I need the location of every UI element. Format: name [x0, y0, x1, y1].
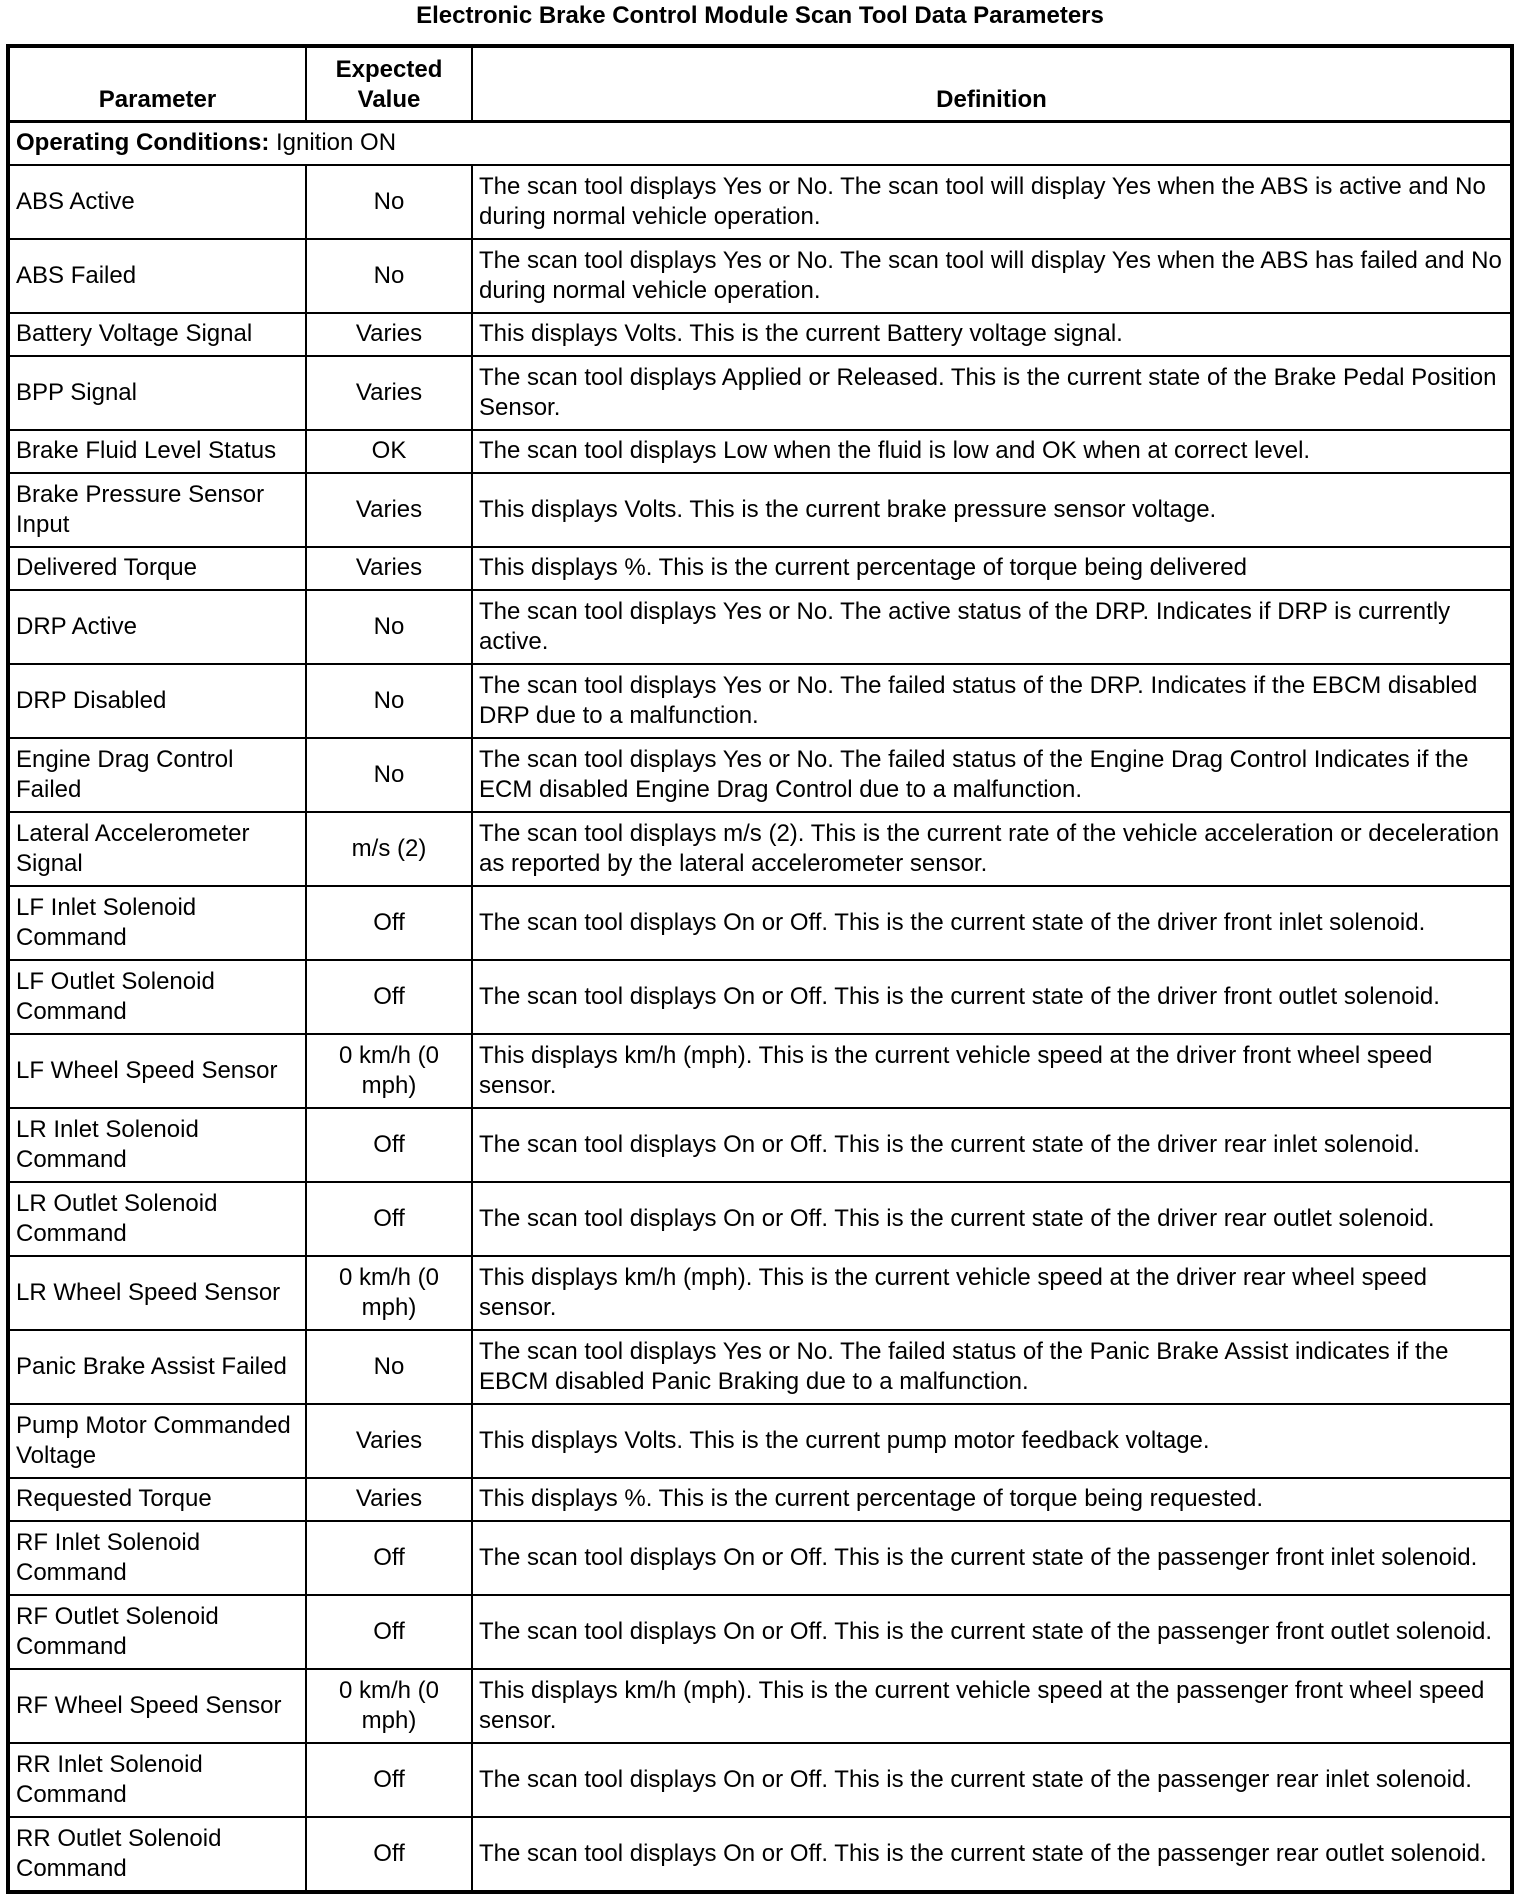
operating-conditions-label: Operating Conditions: [16, 129, 270, 156]
parameter-cell: DRP Disabled [8, 664, 306, 738]
operating-conditions [8, 122, 1512, 166]
page-title: Electronic Brake Control Module Scan Tool Data Parameters [416, 2, 1104, 29]
operating-conditions-value: Ignition ON [275, 129, 397, 156]
header-expected-value: Expected Value [306, 46, 472, 122]
table-row [8, 473, 1512, 547]
parameter-cell: RF Wheel Speed Sensor [8, 1669, 306, 1743]
definition-cell: This displays km/h (mph). This is the current vehicle speed at the driver rear wheel speed sensor. [472, 1256, 1512, 1330]
table-row [8, 1669, 1512, 1743]
expected-value-cell: No [306, 738, 472, 812]
definition-cell: The scan tool displays Yes or No. The failed status of the DRP. Indicates if the EBCM disabled DRP due to a malfunction. [472, 664, 1512, 738]
table-row [8, 1817, 1512, 1892]
definition-cell: The scan tool displays On or Off. This is the current state of the passenger front inlet solenoid. [472, 1521, 1512, 1595]
parameter-cell: Panic Brake Assist Failed [8, 1330, 306, 1404]
definition-cell: The scan tool displays On or Off. This is the current state of the driver front inlet solenoid. [472, 886, 1512, 960]
parameter-cell: LF Wheel Speed Sensor [8, 1034, 306, 1108]
parameter-cell: Brake Fluid Level Status [8, 430, 306, 473]
parameter-cell: BPP Signal [8, 356, 306, 430]
parameter-cell: Lateral Accelerometer Signal [8, 812, 306, 886]
parameter-cell: LR Outlet Solenoid Command [8, 1182, 306, 1256]
parameter-cell: Engine Drag Control Failed [8, 738, 306, 812]
parameter-cell: Brake Pressure Sensor Input [8, 473, 306, 547]
expected-value-cell: m/s (2) [306, 812, 472, 886]
parameter-cell: Delivered Torque [8, 547, 306, 590]
expected-value-cell: Varies [306, 356, 472, 430]
expected-value-cell: Off [306, 1743, 472, 1817]
table-row [8, 313, 1512, 356]
table-row [8, 1743, 1512, 1817]
parameter-cell: LR Inlet Solenoid Command [8, 1108, 306, 1182]
expected-value-cell: Off [306, 960, 472, 1034]
parameter-cell: ABS Active [8, 165, 306, 239]
expected-value-cell: Varies [306, 473, 472, 547]
table-row [8, 960, 1512, 1034]
expected-value-cell: No [306, 239, 472, 313]
expected-value-cell: No [306, 664, 472, 738]
parameter-cell: LF Inlet Solenoid Command [8, 886, 306, 960]
header-row [8, 46, 1512, 122]
table-row [8, 430, 1512, 473]
expected-value-cell: Varies [306, 1404, 472, 1478]
table-row [8, 1256, 1512, 1330]
parameter-cell: LF Outlet Solenoid Command [8, 960, 306, 1034]
parameter-cell: ABS Failed [8, 239, 306, 313]
definition-cell: This displays Volts. This is the current Battery voltage signal. [472, 313, 1512, 356]
table-row [8, 1595, 1512, 1669]
expected-value-cell: Varies [306, 547, 472, 590]
table-row [8, 738, 1512, 812]
expected-value-cell: No [306, 1330, 472, 1404]
parameter-cell: DRP Active [8, 590, 306, 664]
parameter-cell: RF Outlet Solenoid Command [8, 1595, 306, 1669]
expected-value-cell: No [306, 165, 472, 239]
operating-conditions-row [8, 122, 1512, 166]
expected-value-cell: Off [306, 1817, 472, 1892]
definition-cell: The scan tool displays Low when the fluid is low and OK when at correct level. [472, 430, 1512, 473]
expected-value-cell: 0 km/h (0 mph) [306, 1256, 472, 1330]
parameter-cell: LR Wheel Speed Sensor [8, 1256, 306, 1330]
table-row [8, 1478, 1512, 1521]
definition-cell: The scan tool displays Yes or No. The failed status of the Panic Brake Assist indicates if the EBCM disabled Panic Braking due to a malfunction. [472, 1330, 1512, 1404]
definition-cell: This displays km/h (mph). This is the current vehicle speed at the driver front wheel speed sensor. [472, 1034, 1512, 1108]
expected-value-cell: Off [306, 1182, 472, 1256]
table-row [8, 165, 1512, 239]
expected-value-cell: 0 km/h (0 mph) [306, 1034, 472, 1108]
parameter-cell: Requested Torque [8, 1478, 306, 1521]
definition-cell: The scan tool displays Applied or Released. This is the current state of the Brake Pedal Position Sensor. [472, 356, 1512, 430]
definition-cell: The scan tool displays On or Off. This is the current state of the driver rear outlet solenoid. [472, 1182, 1512, 1256]
expected-value-cell: Off [306, 1108, 472, 1182]
table-row [8, 1182, 1512, 1256]
parameters-table [6, 44, 1514, 1894]
definition-cell: The scan tool displays On or Off. This is the current state of the driver rear inlet solenoid. [472, 1108, 1512, 1182]
definition-cell: This displays %. This is the current percentage of torque being delivered [472, 547, 1512, 590]
expected-value-cell: Varies [306, 313, 472, 356]
parameter-cell: Battery Voltage Signal [8, 313, 306, 356]
definition-cell: The scan tool displays Yes or No. The scan tool will display Yes when the ABS has failed and No during normal vehicle operation. [472, 239, 1512, 313]
table-row [8, 547, 1512, 590]
definition-cell: The scan tool displays On or Off. This is the current state of the passenger front outlet solenoid. [472, 1595, 1512, 1669]
definition-cell: The scan tool displays Yes or No. The active status of the DRP. Indicates if DRP is currently active. [472, 590, 1512, 664]
expected-value-cell: No [306, 590, 472, 664]
table-row [8, 1108, 1512, 1182]
parameter-cell: RR Inlet Solenoid Command [8, 1743, 306, 1817]
definition-cell: The scan tool displays Yes or No. The scan tool will display Yes when the ABS is active and No during normal vehicle operation. [472, 165, 1512, 239]
definition-cell: The scan tool displays m/s (2). This is the current rate of the vehicle acceleration or deceleration as reported by the lateral accelerometer sensor. [472, 812, 1512, 886]
parameter-cell: Pump Motor Commanded Voltage [8, 1404, 306, 1478]
expected-value-cell: Off [306, 1595, 472, 1669]
table-row [8, 664, 1512, 738]
parameter-cell: RF Inlet Solenoid Command [8, 1521, 306, 1595]
table-row [8, 1521, 1512, 1595]
expected-value-cell: OK [306, 430, 472, 473]
table-row [8, 1034, 1512, 1108]
definition-cell: The scan tool displays On or Off. This is the current state of the passenger rear inlet solenoid. [472, 1743, 1512, 1817]
table-row [8, 590, 1512, 664]
table-row [8, 356, 1512, 430]
definition-cell: The scan tool displays On or Off. This is the current state of the driver front outlet solenoid. [472, 960, 1512, 1034]
expected-value-cell: Off [306, 886, 472, 960]
table-row [8, 886, 1512, 960]
definition-cell: This displays km/h (mph). This is the current vehicle speed at the passenger front wheel speed sensor. [472, 1669, 1512, 1743]
expected-value-cell: Off [306, 1521, 472, 1595]
definition-cell: This displays Volts. This is the current brake pressure sensor voltage. [472, 473, 1512, 547]
definition-cell: The scan tool displays Yes or No. The failed status of the Engine Drag Control Indicates if the ECM disabled Engine Drag Control due to a malfunction. [472, 738, 1512, 812]
header-definition: Definition [472, 46, 1512, 122]
table-row [8, 1330, 1512, 1404]
table-row [8, 812, 1512, 886]
table-row [8, 1404, 1512, 1478]
table-row [8, 239, 1512, 313]
definition-cell: The scan tool displays On or Off. This is the current state of the passenger rear outlet solenoid. [472, 1817, 1512, 1892]
definition-cell: This displays %. This is the current percentage of torque being requested. [472, 1478, 1512, 1521]
parameter-cell: RR Outlet Solenoid Command [8, 1817, 306, 1892]
expected-value-cell: 0 km/h (0 mph) [306, 1669, 472, 1743]
expected-value-cell: Varies [306, 1478, 472, 1521]
definition-cell: This displays Volts. This is the current pump motor feedback voltage. [472, 1404, 1512, 1478]
header-parameter: Parameter [8, 46, 306, 122]
